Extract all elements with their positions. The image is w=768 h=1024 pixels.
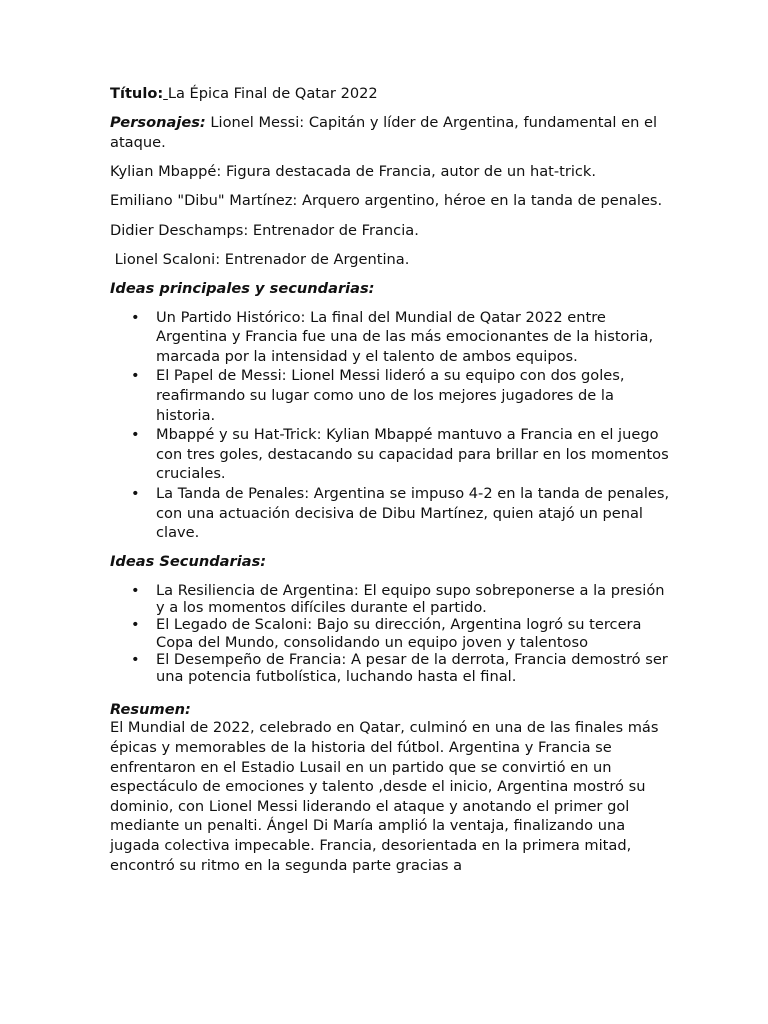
bullet-icon: • <box>131 426 140 444</box>
ideas-principales-heading: Ideas principales y secundarias: <box>110 280 375 298</box>
list-item-text: El Papel de Messi: Lionel Messi lideró a su equipo con dos goles, reafirmando su lugar como uno de los mejores jugadores de la historia. <box>156 367 625 424</box>
list-item <box>110 366 670 425</box>
title-text: La Épica Final de Qatar 2022 <box>167 85 378 102</box>
personaje-mbappe: Kylian Mbappé: Figura destacada de Francia, autor de un hat-trick. <box>110 163 597 181</box>
resumen-text: El Mundial de 2022, celebrado en Qatar, culminó en una de las finales más épicas y memorables de la historia del fútbol. Argentina y Francia se enfrentaron en el Estadio Lusail en un partido que se convirtió en un espectáculo de emociones y talento ,desde el inicio, Argentina mostró su dominio, con Lionel Messi liderando el ataque y anotando el primer gol mediante un penalti. Ángel Di María amplió la ventaja, finalizando una jugada colectiva impecable. Francia, desorientada en la primera mitad, encontró su ritmo en la segunda parte gracias a <box>110 719 659 874</box>
list-item-text: Un Partido Histórico: La final del Mundial de Qatar 2022 entre Argentina y Francia fue una de las más emocionantes de la historia, marcada por la intensidad y el talento de ambos equipos. <box>156 308 654 365</box>
personajes-line <box>110 113 670 152</box>
personaje-scaloni: Lionel Scaloni: Entrenador de Argentina. <box>110 251 410 268</box>
list-item <box>110 308 670 367</box>
list-item-text: La Tanda de Penales: Argentina se impuso 4-2 en la tanda de penales, con una actuación decisiva de Dibu Martínez, quien atajó un penal clave. <box>156 484 670 542</box>
bullet-icon: • <box>131 484 140 502</box>
personaje-deschamps: Didier Deschamps: Entrenador de Francia. <box>110 221 419 239</box>
list-item-text: El Desempeño de Francia: A pesar de la derrota, Francia demostró ser una potencia futbolística, luchando hasta el final. <box>156 650 668 686</box>
ideas-secundarias-heading: Ideas Secundarias: <box>110 553 267 571</box>
ideas-secundarias-list <box>110 582 670 686</box>
resumen-heading: Resumen: <box>110 701 191 719</box>
list-item-text: El Legado de Scaloni: Bajo su dirección, Argentina logró su tercera Copa del Mundo, consolidando un equipo joven y talentoso <box>156 616 642 651</box>
bullet-icon: • <box>131 367 140 385</box>
title-label: Título: <box>110 85 164 102</box>
personaje-dibu: Emiliano "Dibu" Martínez: Arquero argentino, héroe en la tanda de penales. <box>110 192 663 210</box>
list-item <box>110 425 670 484</box>
title-line <box>110 84 670 104</box>
ideas-principales-list <box>110 308 670 543</box>
list-item-text: La Resiliencia de Argentina: El equipo supo sobreponerse a la presión y a los momentos difíciles durante el partido. <box>156 581 665 616</box>
list-item <box>110 484 670 543</box>
list-item <box>110 582 670 617</box>
list-item <box>110 616 670 651</box>
personaje-messi: Lionel Messi: Capitán y líder de Argentina, fundamental en el ataque. <box>110 114 658 151</box>
bullet-icon: • <box>131 581 140 599</box>
bullet-icon: • <box>131 650 140 668</box>
list-item-text: Mbappé y su Hat-Trick: Kylian Mbappé mantuvo a Francia en el juego con tres goles, destacando su capacidad para brillar en los momentos cruciales. <box>156 426 669 483</box>
bullet-icon: • <box>131 308 140 326</box>
list-item <box>110 651 670 686</box>
bullet-icon: • <box>131 616 140 634</box>
document-page <box>110 84 670 875</box>
personajes-label: Personajes: <box>110 114 206 132</box>
